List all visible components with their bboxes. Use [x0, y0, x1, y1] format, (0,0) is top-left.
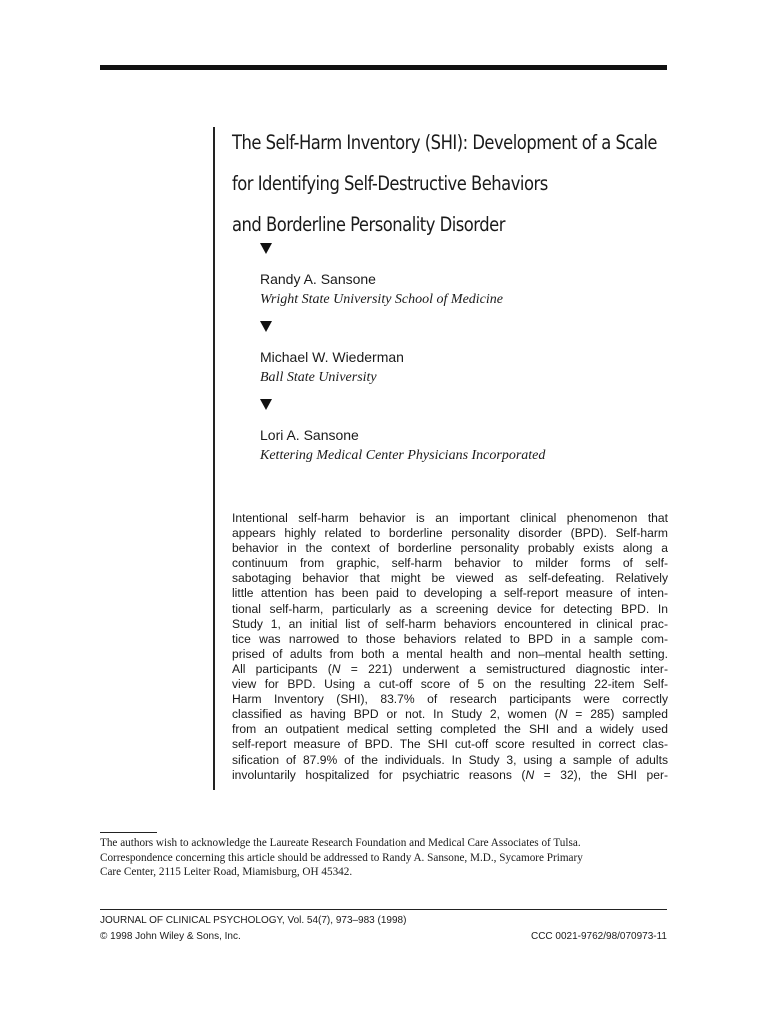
abstract-line: tice was narrowed to those behaviors related to BPD in a sample com- [232, 631, 668, 646]
abstract-line: Harm Inventory (SHI), 83.7% of research participants were correctly [232, 692, 668, 707]
italic-variable: N [331, 661, 341, 676]
abstract-line: sabotaging behavior that might be viewed as self-defeating. Relatively [232, 571, 668, 586]
title-line-2: for Identifying Self-Destructive Behaviors [232, 172, 548, 195]
top-rule [100, 65, 667, 70]
title-line-1: The Self-Harm Inventory (SHI): Development of a Scale [232, 131, 658, 154]
bottom-rule [100, 909, 667, 910]
abstract-line: sification of 87.9% of the individuals. In Study 3, using a sample of adults [232, 752, 668, 767]
abstract-line: appears highly related to borderline personality disorder (BPD). Self-harm [232, 526, 668, 541]
abstract-line: Intentional self-harm behavior is an important clinical phenomenon that [232, 511, 668, 525]
author-affiliation: Ball State University [260, 370, 377, 385]
italic-variable: N [525, 767, 535, 782]
abstract-line: view for BPD. Using a cut-off score of 5 on the resulting 22-item Self- [232, 677, 668, 692]
abstract-line: involuntarily hospitalized for psychiatric reasons (N = 32), the SHI per- [232, 767, 668, 782]
abstract-line: All participants (N = 221) underwent a semistructured diagnostic inter- [232, 661, 668, 676]
article-title [232, 122, 658, 245]
italic-variable: N [558, 707, 568, 722]
author-name: Michael W. Wiederman [260, 349, 404, 365]
author-name: Lori A. Sansone [260, 427, 359, 443]
abstract-line: classified as having BPD or not. In Study 2, women (N = 285) sampled [232, 707, 669, 722]
author-affiliation: Wright State University School of Medicine [260, 292, 504, 307]
footnote-line: Correspondence concerning this article should be addressed to Randy A. Sansone, M.D., Sycamore Primary [100, 851, 583, 864]
footnote [100, 836, 660, 880]
abstract-line: self-report measure of BPD. The SHI cut-off score resulted in correct clas- [232, 737, 668, 752]
abstract-line: continuum from graphic, self-harm behavior to milder forms of self- [232, 556, 668, 571]
abstract-line: behavior in the context of borderline personality probably exists along a [232, 541, 668, 556]
copyright: © 1998 John Wiley & Sons, Inc. [100, 931, 241, 942]
title-line-3: and Borderline Personality Disorder [232, 213, 505, 236]
journal-citation: JOURNAL OF CLINICAL PSYCHOLOGY, Vol. 54(7), 973–983 (1998) [100, 915, 407, 926]
abstract-line: Study 1, an initial list of self-harm behaviors encountered in clinical prac- [232, 616, 668, 631]
footnote-line: Care Center, 2115 Leiter Road, Miamisburg, OH 45342. [100, 866, 353, 879]
abstract-line: from an outpatient medical setting completed the SHI and a widely used [232, 722, 668, 737]
abstract [232, 511, 668, 783]
side-rule [213, 127, 215, 790]
author-separator-icon [260, 399, 272, 410]
abstract-line: prised of adults from both a mental health and non–mental health setting. [232, 646, 668, 661]
author-name: Randy A. Sansone [260, 271, 376, 287]
abstract-line: tional self-harm, particularly as a screening device for detecting BPD. In [232, 601, 668, 616]
ccc-code: CCC 0021-9762/98/070973-11 [530, 931, 667, 942]
author-separator-icon [260, 321, 272, 332]
footnote-rule [100, 832, 157, 833]
author-separator-icon [260, 243, 272, 254]
abstract-line: little attention has been paid to developing a self-report measure of inten- [232, 586, 668, 601]
author-affiliation: Kettering Medical Center Physicians Incorporated [260, 448, 546, 463]
footnote-line: The authors wish to acknowledge the Laureate Research Foundation and Medical Care Associates of Tulsa. [100, 837, 581, 849]
